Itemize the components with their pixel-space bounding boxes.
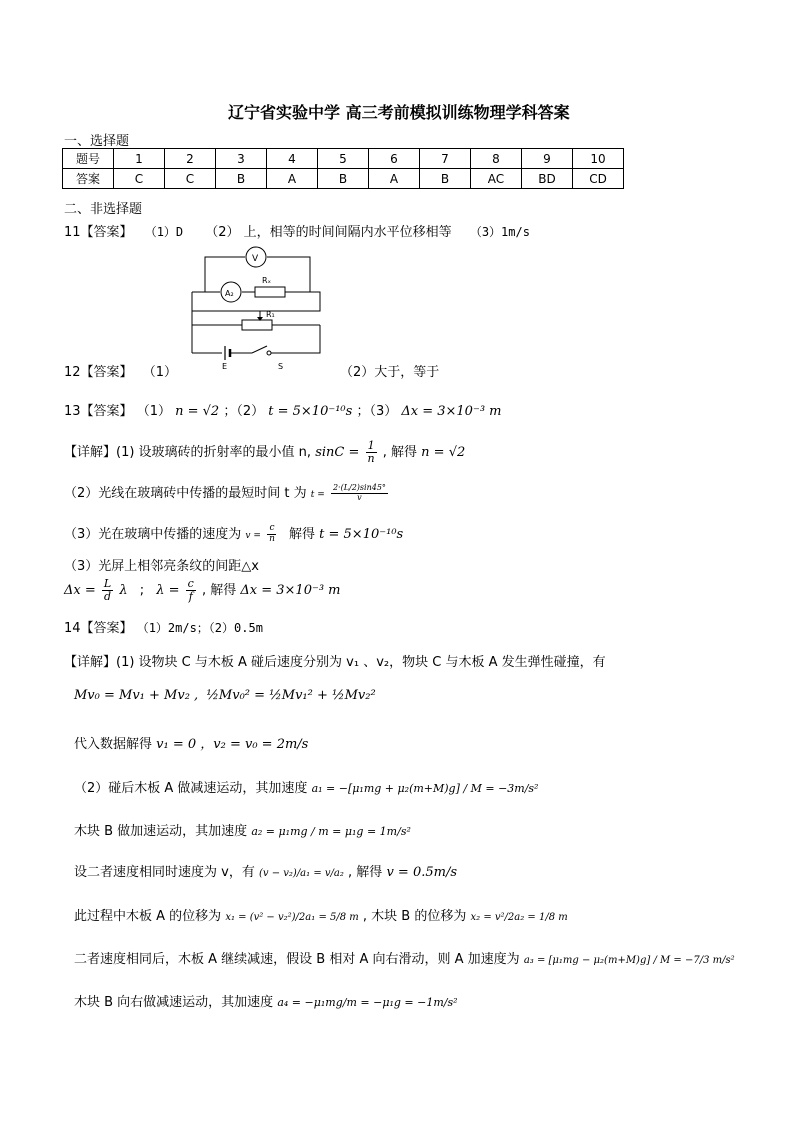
- d14-l8-text: 二者速度相同后，木板 A 继续减速，假设 B 相对 A 向右滑动，则 A 加速度为: [74, 952, 520, 967]
- ammeter-label: A₂: [225, 289, 234, 298]
- q11-part2: （2） 上，相等的时间间隔内水平位移相等: [205, 225, 452, 240]
- d14-l6-solve: , 解得: [348, 865, 383, 880]
- d14-line9: [74, 991, 458, 1010]
- q14-label: 14【答案】: [64, 621, 133, 636]
- d13-l3-text: （3）光在玻璃中传播的速度为: [64, 527, 242, 542]
- d13-l2-text: （2）光线在玻璃砖中传播的最短时间 t 为: [64, 486, 307, 501]
- answer-cell: B: [216, 169, 267, 189]
- resistor-r1-icon: [242, 320, 272, 330]
- d14-v-eq: (v − v₂)/a₁ = v/a₂: [258, 868, 344, 879]
- question-number-cell: 8: [471, 149, 522, 169]
- d14-l3-result: v₁ = 0 ，v₂ = v₀ = 2m/s: [156, 737, 309, 752]
- resistor-rx-icon: [255, 287, 285, 297]
- d14-line4: [74, 777, 538, 796]
- d13-lambda-eq: λ =: [156, 583, 180, 599]
- d13-l3-solve: 解得: [289, 527, 316, 542]
- question-number-cell: 6: [369, 149, 420, 169]
- q12-part2: （2）大于，等于: [340, 365, 440, 380]
- switch-icon: [252, 346, 267, 353]
- d14-line5: [74, 820, 411, 839]
- d13-line2: [64, 482, 390, 503]
- d14-l7-mid: , 木块 B 的位移为: [362, 909, 467, 924]
- q12-part1: （1）: [142, 365, 177, 380]
- q11-label: 11【答案】: [64, 225, 133, 240]
- d13-line5: [64, 578, 341, 603]
- d14-energy-eq: ½Mv₀² = ½Mv₁² + ½Mv₂²: [206, 688, 376, 703]
- d13-sinc-eq: sinC =: [315, 445, 360, 461]
- d13-l3-result: t = 5×10⁻¹⁰s: [319, 527, 404, 542]
- d14-line1: 【详解】(1) 设物块 C 与木板 A 碰后速度分别为 v₁ 、v₂，物块 C 与木板 A 发生弹性碰撞，有: [64, 655, 606, 670]
- q13-label: 13【答案】: [64, 404, 133, 419]
- switch-label: S: [278, 362, 284, 370]
- d13-time-eq: t =: [310, 490, 325, 500]
- q11-part1: （1）D: [144, 225, 184, 239]
- answer-cell: B: [420, 169, 471, 189]
- d14-l5-text: 木块 B 做加速运动，其加速度: [74, 824, 248, 839]
- q13-eq1: n = √2: [175, 404, 220, 419]
- d13-l5-solve: , 解得: [201, 583, 237, 599]
- d13-frac-time: $\frac{2\cdot(L/2)\sin 45^\circ}{v}$: [332, 483, 386, 502]
- question-number-cell: 9: [522, 149, 573, 169]
- row-label-number: 题号: [63, 149, 114, 169]
- answer-table: [62, 148, 624, 189]
- d14-a1-eq: a₁ = −[μ₁mg + μ₂(m+M)g] / M = −3m/s²: [311, 782, 539, 795]
- q13-line: [64, 400, 502, 419]
- d13-line1: [64, 440, 465, 465]
- q13-p2: ；（2）: [223, 404, 265, 419]
- d13-line3: [64, 523, 403, 545]
- q11-part3: （3）1m/s: [469, 225, 530, 239]
- answer-cell: BD: [522, 169, 573, 189]
- d13-frac-cf: $\frac{c}{f}$: [187, 577, 194, 604]
- table-row-answers: [63, 169, 624, 189]
- d14-line3: [74, 733, 308, 752]
- q13-p1: （1）: [136, 404, 171, 419]
- d13-frac-cn: $\frac{c}{n}$: [269, 523, 275, 544]
- q14-text: （1）2m/s；（2）0.5m: [136, 621, 263, 635]
- answer-cell: C: [165, 169, 216, 189]
- d13-l1-result: n = √2: [421, 445, 466, 461]
- section-nonchoice-heading: 二、非选择题: [64, 202, 143, 217]
- section-choice-heading: 一、选择题: [64, 134, 130, 149]
- d14-a3-eq: a₃ = [μ₁mg − μ₂(m+M)g] / M = −7/3 m/s²: [523, 955, 735, 966]
- d14-momentum-eq: Mv₀ = Mv₁ + Mv₂ ,: [74, 688, 199, 703]
- d14-l6-text: 设二者速度相同时速度为 v，有: [74, 865, 255, 880]
- d14-a2-eq: a₂ = μ₁mg / m = μ₁g = 1m/s²: [251, 825, 411, 838]
- d14-x2-eq: x₂ = v²/2a₂ = 1/8 m: [470, 912, 568, 923]
- q14-line: [64, 617, 263, 636]
- d13-l1-solve: , 解得: [382, 445, 418, 461]
- d13-frac-1n: $\frac{1}{n}$: [367, 439, 375, 466]
- d14-l9-text: 木块 B 向右做减速运动，其加速度: [74, 995, 274, 1010]
- d14-x1-eq: x₁ = (v² − v₂²)/2a₁ = 5/8 m: [225, 912, 359, 923]
- d13-semicolon: ;: [139, 583, 145, 599]
- answer-cell: C: [114, 169, 165, 189]
- question-number-cell: 5: [318, 149, 369, 169]
- d14-l4-text: （2）碰后木板 A 做减速运动，其加速度: [74, 781, 308, 796]
- answer-cell: CD: [573, 169, 624, 189]
- d14-line6: [74, 861, 457, 880]
- d13-line4: （3）光屏上相邻亮条纹的间距△x: [64, 559, 259, 574]
- question-number-cell: 2: [165, 149, 216, 169]
- q12-line: [64, 361, 177, 380]
- d14-l7-text: 此过程中木板 A 的位移为: [74, 909, 222, 924]
- question-number-cell: 3: [216, 149, 267, 169]
- d13-frac-ld: $\frac{L}{d}$: [103, 577, 112, 604]
- d14-line7: [74, 905, 568, 924]
- r1-label: R₁: [266, 310, 275, 319]
- rx-label: Rₓ: [262, 276, 272, 285]
- q13-p3: ；（3）: [356, 404, 398, 419]
- d14-l6-result: v = 0.5m/s: [386, 865, 457, 880]
- d14-l3-text: 代入数据解得: [74, 737, 153, 752]
- d14-line8: [74, 948, 735, 967]
- question-number-cell: 1: [114, 149, 165, 169]
- d13-l1-text: 【详解】(1) 设玻璃砖的折射率的最小值 n,: [64, 445, 312, 461]
- q13-eq3: Δx = 3×10⁻³ m: [401, 404, 502, 419]
- page-title: 辽宁省实验中学 高三考前模拟训练物理学科答案: [228, 103, 570, 122]
- q13-eq2: t = 5×10⁻¹⁰s: [268, 404, 353, 419]
- battery-label: E: [222, 362, 228, 370]
- question-number-cell: 10: [573, 149, 624, 169]
- circuit-diagram: [180, 245, 340, 370]
- question-number-cell: 7: [420, 149, 471, 169]
- voltmeter-label: V: [252, 254, 259, 264]
- d13-l5-result: Δx = 3×10⁻³ m: [240, 583, 341, 599]
- answer-cell: A: [369, 169, 420, 189]
- question-number-cell: 4: [267, 149, 318, 169]
- answer-cell: B: [318, 169, 369, 189]
- d14-a4-eq: a₄ = −μ₁mg/m = −μ₁g = −1m/s²: [277, 996, 458, 1009]
- answer-cell: AC: [471, 169, 522, 189]
- d13-dx-eq: Δx =: [64, 583, 96, 599]
- row-label-answer: 答案: [63, 169, 114, 189]
- d14-line2: [74, 688, 376, 703]
- q12-label: 12【答案】: [64, 365, 133, 380]
- answer-cell: A: [267, 169, 318, 189]
- q11-line: [64, 221, 530, 240]
- d13-lambda: λ: [119, 583, 128, 599]
- d13-speed-eq: v =: [245, 531, 261, 541]
- table-row-numbers: [63, 149, 624, 169]
